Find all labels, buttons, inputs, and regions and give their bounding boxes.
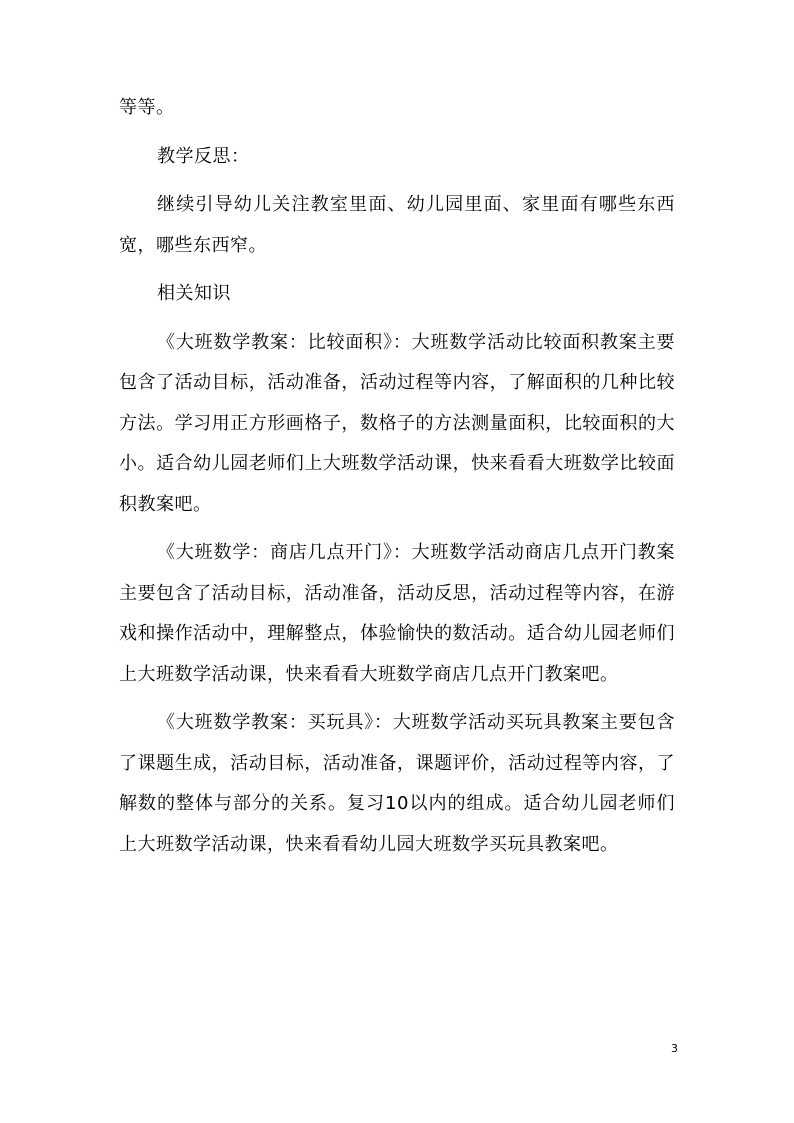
paragraph-buy-toys: 《大班数学教案：买玩具》：大班数学活动买玩具教案主要包含了课题生成，活动目标，活动准备，课题评价，活动过程等内容，了解数的整体与部分的关系。复习10以内的组成。适合幼儿园老师们上大班数学活动课，快来看看幼儿园大班数学买玩具教案吧。 xyxy=(119,712,675,855)
document-body xyxy=(119,88,675,873)
page-number: 3 xyxy=(671,1042,678,1055)
paragraph-continuation: 等等。 xyxy=(119,97,175,118)
paragraph-store-opening-time: 《大班数学：商店几点开门》：大班数学活动商店几点开门教案主要包含了活动目标，活动准备，活动反思，活动过程等内容，在游戏和操作活动中，理解整点，体验愉快的数活动。适合幼儿园老师们上大班数学活动课，快来看看大班数学商店几点开门教案吧。 xyxy=(119,542,675,685)
paragraph-reflection: 继续引导幼儿关注教室里面、幼儿园里面、家里面有哪些东西宽，哪些东西窄。 xyxy=(119,194,675,256)
paragraph-compare-area: 《大班数学教案：比较面积》：大班数学活动比较面积教案主要包含了活动目标，活动准备，活动过程等内容，了解面积的几种比较方法。学习用正方形画格子，数格子的方法测量面积，比较面积的大小。适合幼儿园老师们上大班数学活动课，快来看看大班数学比较面积教案吧。 xyxy=(119,331,675,515)
heading-related-knowledge: 相关知识 xyxy=(157,283,231,304)
heading-teaching-reflection: 教学反思： xyxy=(157,145,250,167)
